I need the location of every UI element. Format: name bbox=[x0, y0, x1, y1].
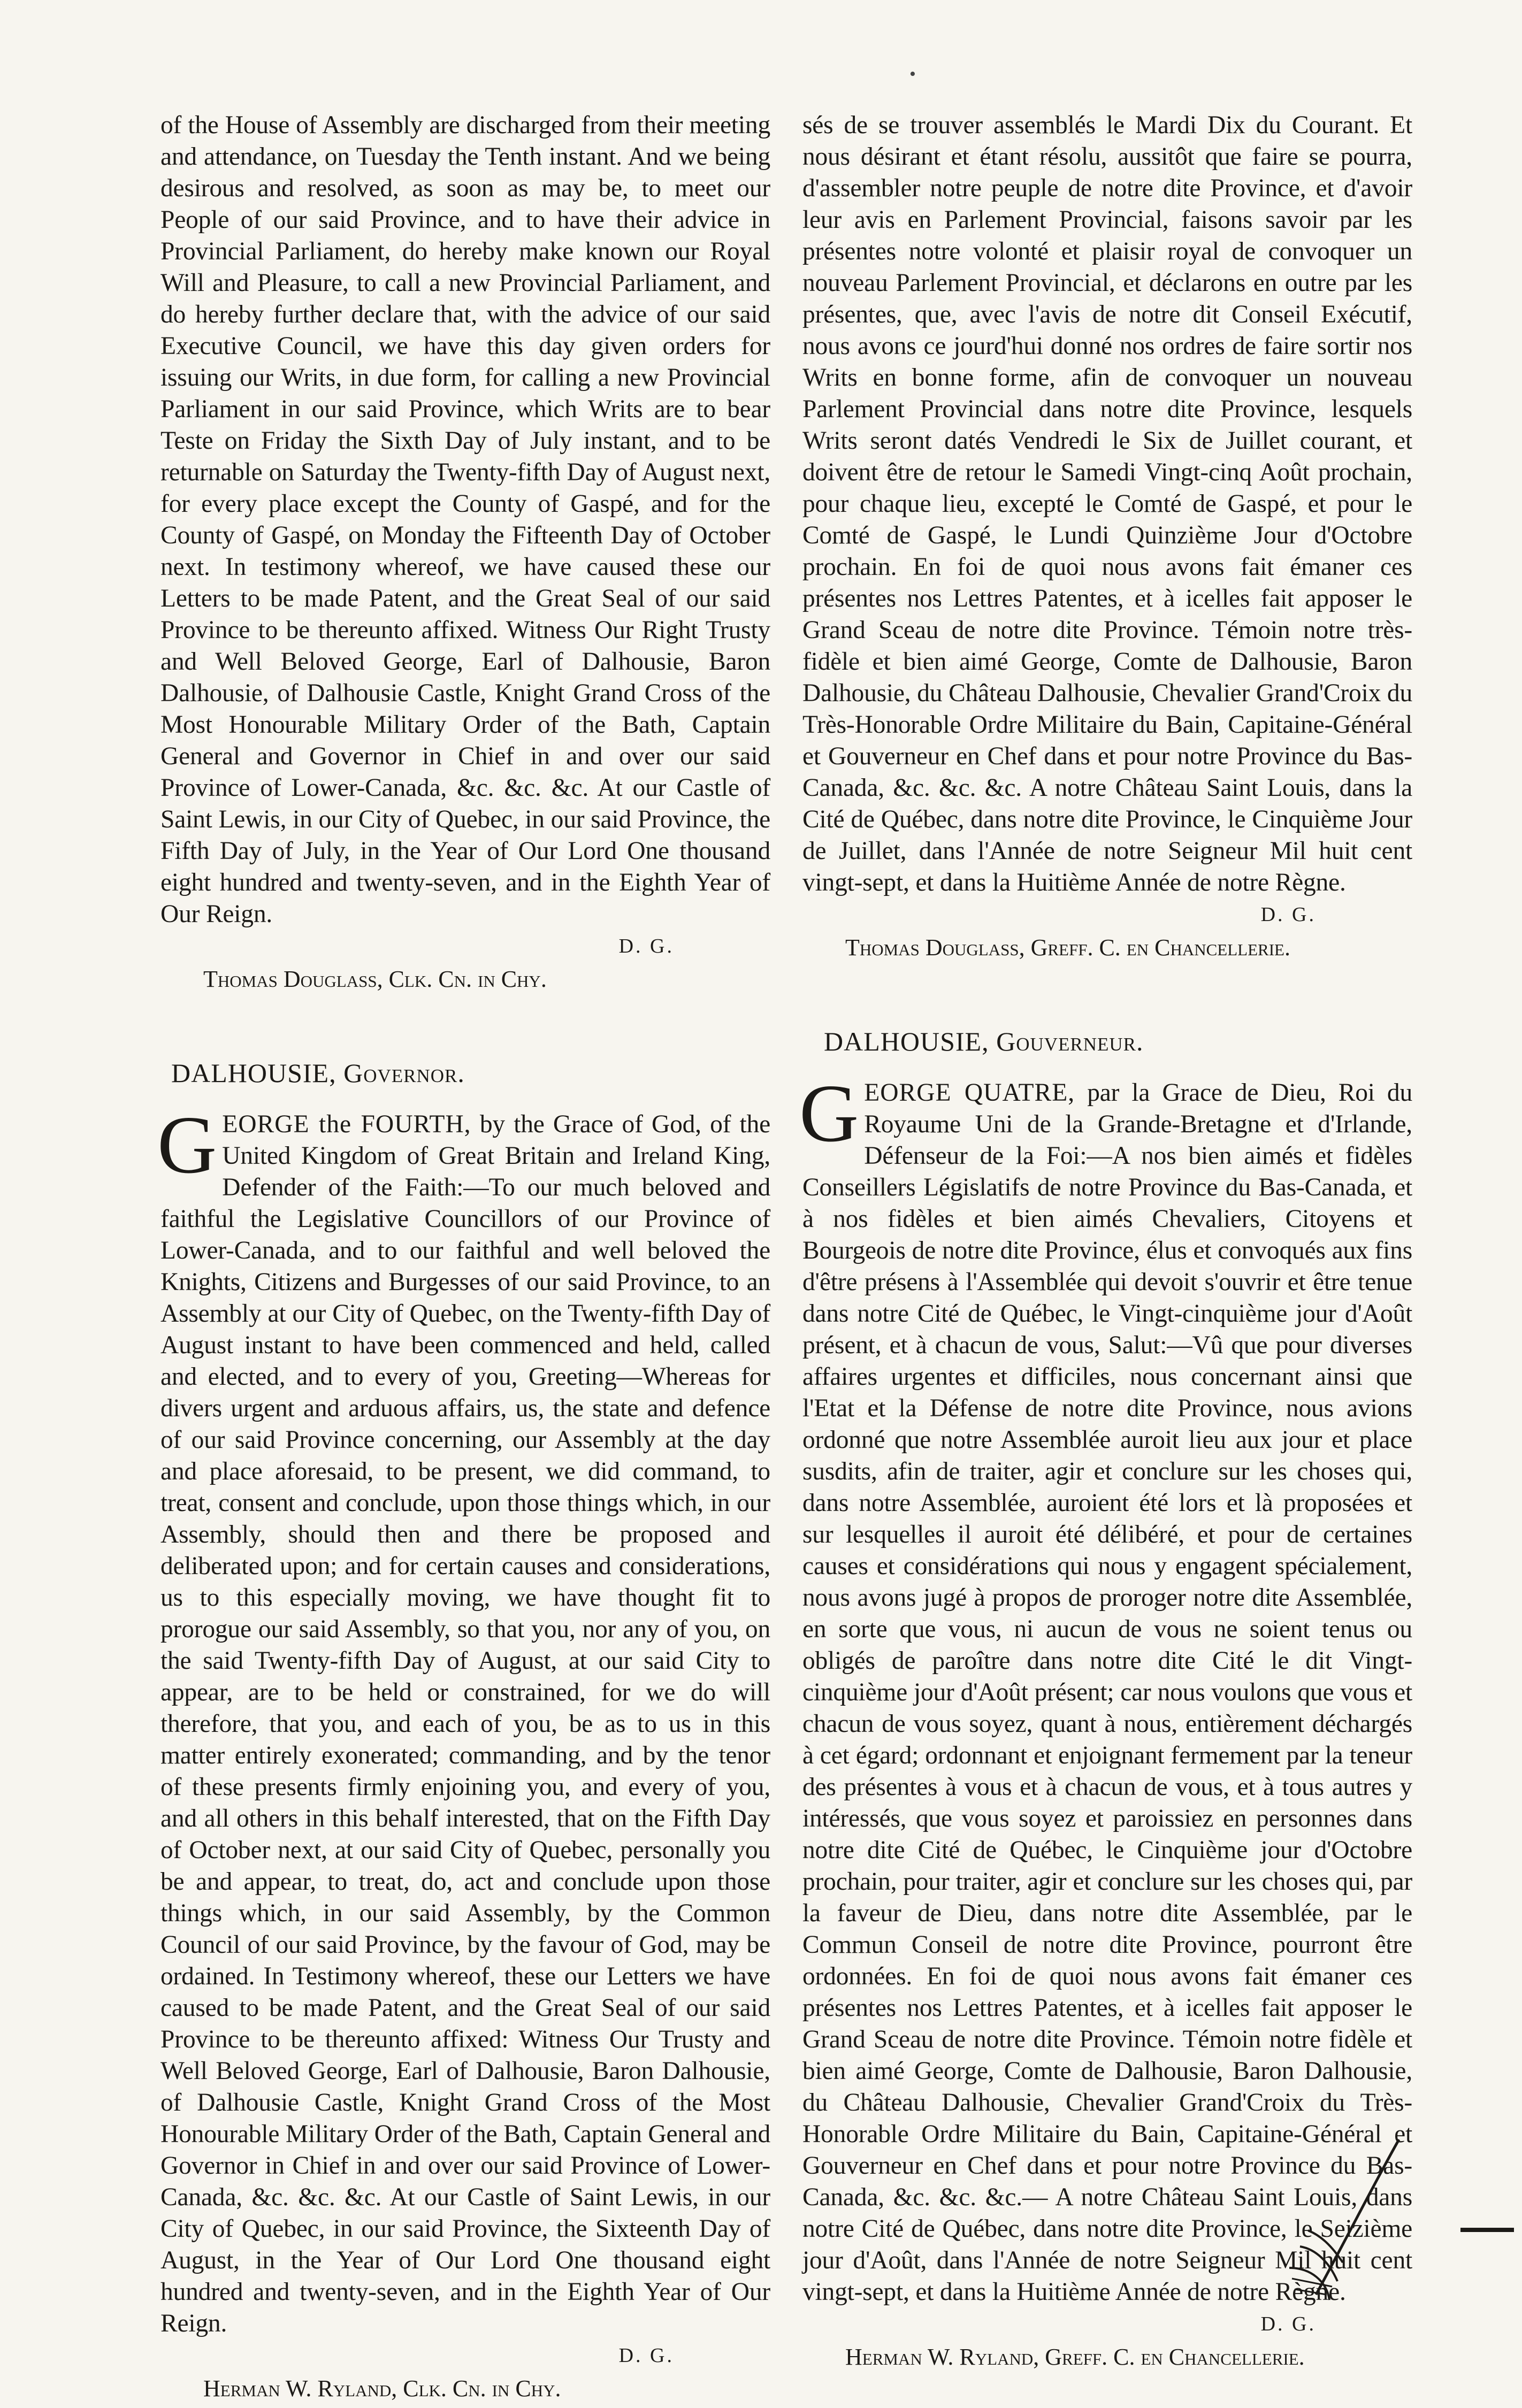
proclamation-2-body: par la Grace de Dieu, Roi du Royaume Uni de la Grande-Bretagne et d'Irlande, Défenseur de la Foi:—A nos bien aimés et fidèles Conseillers Législatifs de notre Province du Bas-Canada, et à nos fidèles et bien aimés Chevaliers, Citoyens et Bourgeois de notre dite Province, élus et convoqués aux fins d'être présens à l'Assemblée qui devoit s'ouvrir et être tenue dans notre Cité de Québec, le Vingt-cinquième jour d'Août présent, et à chacun de vous, Salut:—Vû que pour diverses affaires urgentes et difficiles, nous concernant ainsi que l'Etat et la Défense de notre dite Province, nous avions ordonné que notre Assemblée auroit lieu aux jour et place susdits, afin de traiter, agir et conclure sur les choses qui, dans notre Assemblée, auroient été lors et là proposées et sur lesquelles il auroit été délibéré, et pour de certaines causes et considérations qui nous y engagent spécialement, nous avons jugé à propos de proroger notre dite Assemblée, en sorte que vous, ni aucun de vous ne soient tenus ou obligés de paroître dans notre dite Cité le dit Vingt-cinquième jour d'Août présent; car nous voulons que vous et chacun de vous soyez, quant à nous, entièrement déchargés à cet égard; ordonnant et enjoignant fermement par la teneur des présentes à vous et à chacun de vous, et à tous autres y intéressés, que vous soyez et paroissiez en personnes dans notre dite Cité de Québec, le Cinquième jour d'Octobre prochain, pour traiter, agir et conclure sur les choses qui, par la faveur de Dieu, dans notre dite Assemblée, par le Commun Conseil de notre dite Province, pourront être ordonnées. En foi de quoi nous avons fait émaner ces présentes nos Lettres Patentes, et à icelles fait apposer le Grand Sceau de notre dite Province. Témoin notre fidèle et bien aimé George, Comte de Dalhousie, Baron Dalhousie, du Château Dalhousie, Chevalier Grand'Croix du Très-Honorable Ordre Militaire du Bain, Capitaine-Général et Gouverneur en Chef dans et pour notre Province du Bas-Canada, &c. &c. &c.— A notre Château Saint Louis, dans notre Cité de Québec, dans notre dite Province, le Seizième jour d'Août, dans l'Année de notre Seigneur Mil huit cent vingt-sept, et dans la Huitième Année de notre Règne. bbox=[802, 1079, 1412, 2306]
proclamation-2-fr bbox=[799, 1068, 1412, 2308]
governor-heading: DALHOUSIE, Governor. bbox=[171, 1058, 465, 1088]
signature-initials: D. G. bbox=[1260, 903, 1316, 926]
english-column bbox=[157, 110, 770, 2408]
proclamation-1-text-fr: sés de se trouver assemblés le Mardi Dix du Courant. Et nous désirant et étant résolu, aussitôt que faire se pourra, d'assembler notre peuple de notre dite Province, et d'avoir leur avis en Parlement Provincial, faisons savoir par les présentes notre volonté et plaisir royal de convoquer un nouveau Parlement Provincial, et déclarons en outre par les présentes, que, avec l'avis de notre dit Conseil Exécutif, nous avons ce jourd'hui donné nos ordres de faire sortir nos Writs en bonne forme, afin de convoquer un nouveau Parlement Provincial dans notre dite Province, lesquels Writs seront datés Vendredi le Six de Juillet courant, et doivent être de retour le Samedi Vingt-cinq Août prochain, pour chaque lieu, excepté le Comté de Gaspé, et pour le Comté de Gaspé, le Lundi Quinzième Jour d'Octobre prochain. En foi de quoi nous avons fait émaner ces présentes nos Lettres Patentes, et à icelles fait apposer le Grand Sceau de notre dite Province. Témoin notre très-fidèle et bien aimé George, Comte de Dalhousie, Baron Dalhousie, du Château Dalhousie, Chevalier Grand'Croix du Très-Honorable Ordre Militaire du Bain, Capitaine-Général et Gouverneur en Chef dans et pour notre Province du Bas-Canada, &c. &c. &c. A notre Château Saint Louis, dans la Cité de Québec, dans notre dite Province, le Cinquième Jour de Juillet, dans l'Année de notre Seigneur Mil huit cent vingt-sept, et dans la Huitième Année de notre Règne. bbox=[802, 111, 1412, 896]
proclamation-2-body: by the Grace of God, of the United Kingdom of Great Britain and Ireland King, Defender of the Faith:—To our much beloved and faithful the Legislative Councillors of our Province of Lower-Canada, and to our faithful and well beloved the Knights, Citizens and Burgesses of our said Province, to an Assembly at our City of Quebec, on the Twenty-fifth Day of August instant to have been commenced and held, called and elected, and to every of you, Greeting—Whereas for divers urgent and arduous affairs, us, the state and defence of our said Province concerning, our Assembly at the day and place aforesaid, to be present, we did command, to treat, consent and conclude, upon those things which, in our Assembly, should then and there be proposed and deliberated upon; and for certain causes and considerations, us to this especially moving, we have thought fit to prorogue our said Assembly, so that you, nor any of you, on the said Twenty-fifth Day of August, at our said City to appear, are to be held or constrained, for we do will therefore, that you, and each of you, be as to us in this matter entirely exonerated; commanding, and by the tenor of these presents firmly enjoining you, and every of you, and all others in this behalf interested, that on the Fifth Day of October next, at our said City of Quebec, personally you be and appear, to treat, do, act and conclude upon those things which, in our said Assembly, by the Common Council of our said Province, by the favour of God, may be ordained. In Testimony whereof, these our Letters we have caused to be made Patent, and the Great Seal of our said Province to be thereunto affixed: Witness Our Trusty and Well Beloved George, Earl of Dalhousie, Baron Dalhousie, of Dalhousie Castle, Knight Grand Cross of the Most Honourable Military Order of the Bath, Captain General and Governor in Chief in and over our said Province of Lower-Canada, &c. &c. &c. At our Castle of Saint Lewis, in our City of Quebec, in our said Province, the Sixteenth Day of August, in the Year of Our Lord One thousand eight hundred and twenty-seven, and in the Eighth Year of Our Reign. bbox=[160, 1110, 770, 2337]
french-column bbox=[799, 110, 1412, 2376]
signature-initials: D. G. bbox=[618, 935, 674, 957]
clerk-signature: Thomas Douglass, Greff. C. en Chancellerie. bbox=[845, 934, 1290, 961]
clerk-signature: Herman W. Ryland, Greff. C. en Chancellerie. bbox=[845, 2344, 1305, 2370]
clerk-signature: Thomas Douglass, Clk. Cn. in Chy. bbox=[203, 966, 547, 992]
governor-heading: DALHOUSIE, Gouverneur. bbox=[824, 1026, 1144, 1056]
proclamation-1-text-en: of the House of Assembly are discharged from their meeting and attendance, on Tuesday the Tenth instant. And we being desirous and resolved, as soon as may be, to meet our People of our said Province, and to have their advice in Provincial Parliament, do hereby make known our Royal Will and Pleasure, to call a new Provincial Parliament, and do hereby further declare that, with the advice of our said Executive Council, we have this day given orders for issuing our Writs, in due form, for calling a new Provincial Parliament in our said Province, which Writs are to bear Teste on Friday the Sixth Day of July instant, and to be returnable on Saturday the Twenty-fifth Day of August next, for every place except the County of Gaspé, and for the County of Gaspé, on Monday the Fifteenth Day of October next. In testimony whereof, we have caused these our Letters to be made Patent, and the Great Seal of our said Province to be thereunto affixed. Witness Our Right Trusty and Well Beloved George, Earl of Dalhousie, Baron Dalhousie, of Dalhousie Castle, Knight Grand Cross of the Most Honourable Military Order of the Bath, Captain General and Governor in Chief in and over our said Province of Lower-Canada, &c. &c. &c. At our Castle of Saint Lewis, in our City of Quebec, in our said Province, the Fifth Day of July, in the Year of Our Lord One thousand eight hundred and twenty-seven, and in the Eighth Year of Our Reign. bbox=[160, 111, 770, 928]
opening-words: EORGE QUATRE, bbox=[864, 1079, 1075, 1107]
signature-initials: D. G. bbox=[618, 2344, 674, 2367]
proclamation-2-text-en bbox=[160, 1109, 770, 2340]
opening-words: EORGE the FOURTH, bbox=[222, 1110, 471, 1138]
top-mark: • bbox=[909, 64, 916, 84]
signature-initials: D. G. bbox=[1260, 2313, 1316, 2335]
drop-cap: G bbox=[157, 1100, 217, 1191]
proclamation-2-text-fr bbox=[802, 1077, 1412, 2308]
stray-mark bbox=[1460, 2228, 1514, 2232]
flourish-icon bbox=[1279, 2134, 1407, 2305]
drop-cap: G bbox=[799, 1068, 859, 1159]
proclamation-2-en bbox=[157, 1100, 770, 2340]
clerk-signature: Herman W. Ryland, Clk. Cn. in Chy. bbox=[203, 2375, 561, 2402]
